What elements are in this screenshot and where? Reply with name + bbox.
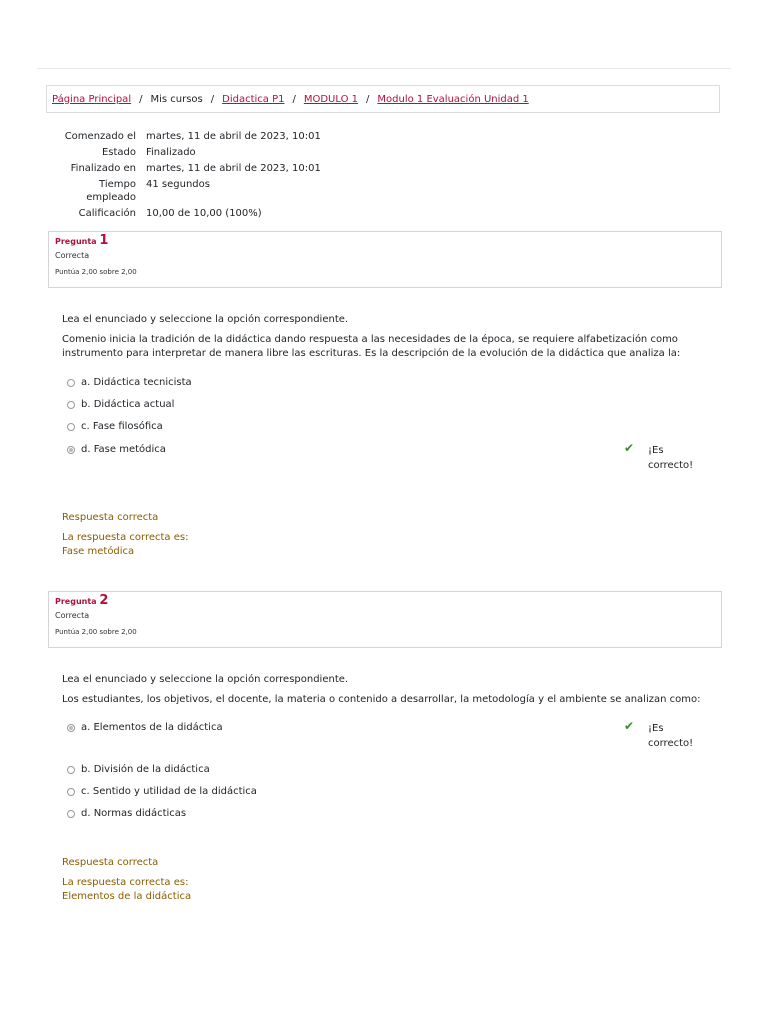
breadcrumb-course-link[interactable]: Didactica P1 [222,93,285,105]
question-2-option-b[interactable] [67,764,210,775]
breadcrumb-home-link[interactable]: Página Principal [52,93,132,105]
question-2-feedback: ¡Es correcto! [648,723,694,749]
summary-value: 10,00 de 10,00 (100%) [146,208,262,219]
summary-value: martes, 11 de abril de 2023, 10:01 [146,131,321,142]
option-label: b. Didáctica actual [81,399,175,410]
summary-row-time [50,178,450,204]
breadcrumb-module-link[interactable]: MODULO 1 [303,93,359,105]
breadcrumb-quiz-link[interactable]: Modulo 1 Evaluación Unidad 1 [377,93,529,105]
question-1-text: Comenio inicia la tradición de la didáctica dando respuesta a las necesidades de la época, se requiere alfabetización como instrumento para interpretar de manera libre las escrituras. Es la descripción de la evolución de la didáctica que analiza la: [62,334,681,359]
summary-value: Finalizado [146,147,196,158]
question-state: Correcta [55,251,90,260]
check-icon: ✔ [624,441,635,455]
breadcrumb [46,85,720,113]
question-1-option-a[interactable] [67,377,192,388]
summary-label: Tiempo empleado [86,179,136,203]
breadcrumb-separator: / [366,93,370,105]
radio-checked-icon[interactable] [67,724,75,732]
summary-row-finished [50,162,450,175]
attempt-summary [50,130,450,223]
summary-value: martes, 11 de abril de 2023, 10:01 [146,163,321,174]
summary-row-grade [50,207,450,220]
question-1-right-answer: Fase metódica [62,546,135,557]
option-label: b. División de la didáctica [81,764,210,775]
top-divider [37,68,731,69]
radio-checked-icon[interactable] [67,446,75,454]
question-2-result: Respuesta correcta [62,857,159,868]
question-1-option-d[interactable] [67,444,166,455]
question-1-result: Respuesta correcta [62,512,159,523]
option-label: c. Sentido y utilidad de la didáctica [81,786,257,797]
question-2-instruction: Lea el enunciado y seleccione la opción correspondiente. [62,674,349,685]
breadcrumb-separator: / [139,93,143,105]
question-title [55,594,715,609]
question-2-info [48,591,722,648]
summary-value: 41 segundos [146,179,210,190]
question-number: 2 [99,593,109,608]
option-label: a. Didáctica tecnicista [81,377,192,388]
question-title [55,234,715,249]
radio-icon[interactable] [67,401,75,409]
question-2-option-c[interactable] [67,786,257,797]
summary-label: Finalizado en [70,163,136,174]
radio-icon[interactable] [67,788,75,796]
breadcrumb-separator: / [210,93,215,105]
radio-icon[interactable] [67,810,75,818]
summary-row-state [50,146,450,159]
radio-icon[interactable] [67,766,75,774]
breadcrumb-mycourses: Mis cursos [150,93,203,105]
radio-icon[interactable] [67,379,75,387]
summary-label: Estado [101,147,136,158]
summary-label: Comenzado el [64,131,136,142]
question-2-option-a[interactable] [67,722,223,733]
question-2-option-d[interactable] [67,808,186,819]
question-grade: Puntúa 2,00 sobre 2,00 [55,268,137,276]
summary-label: Calificación [78,208,136,219]
question-1-option-b[interactable] [67,399,174,410]
question-state: Correcta [55,611,90,620]
question-2-right-answer: Elementos de la didáctica [62,891,192,902]
option-label: c. Fase filosófica [81,421,163,432]
question-1-option-c[interactable] [67,421,163,432]
question-1-right-answer-label: La respuesta correcta es: [62,532,189,543]
check-icon: ✔ [624,719,635,733]
question-1-instruction: Lea el enunciado y seleccione la opción correspondiente. [62,314,349,325]
question-1-info [48,231,722,288]
question-1-feedback: ¡Es correcto! [648,445,694,471]
question-2-text: Los estudiantes, los objetivos, el docente, la materia o contenido a desarrollar, la metodología y el ambiente se analizan como: [62,694,701,705]
option-label: d. Fase metódica [81,444,166,455]
question-2-right-answer-label: La respuesta correcta es: [62,877,189,888]
option-label: a. Elementos de la didáctica [81,722,223,733]
breadcrumb-separator: / [292,93,296,105]
question-title-label: Pregunta [55,237,97,246]
option-label: d. Normas didácticas [81,808,187,819]
question-title-label: Pregunta [55,597,97,606]
question-grade: Puntúa 2,00 sobre 2,00 [55,628,137,636]
summary-row-started [50,130,450,143]
radio-icon[interactable] [67,423,75,431]
question-number: 1 [99,233,109,248]
